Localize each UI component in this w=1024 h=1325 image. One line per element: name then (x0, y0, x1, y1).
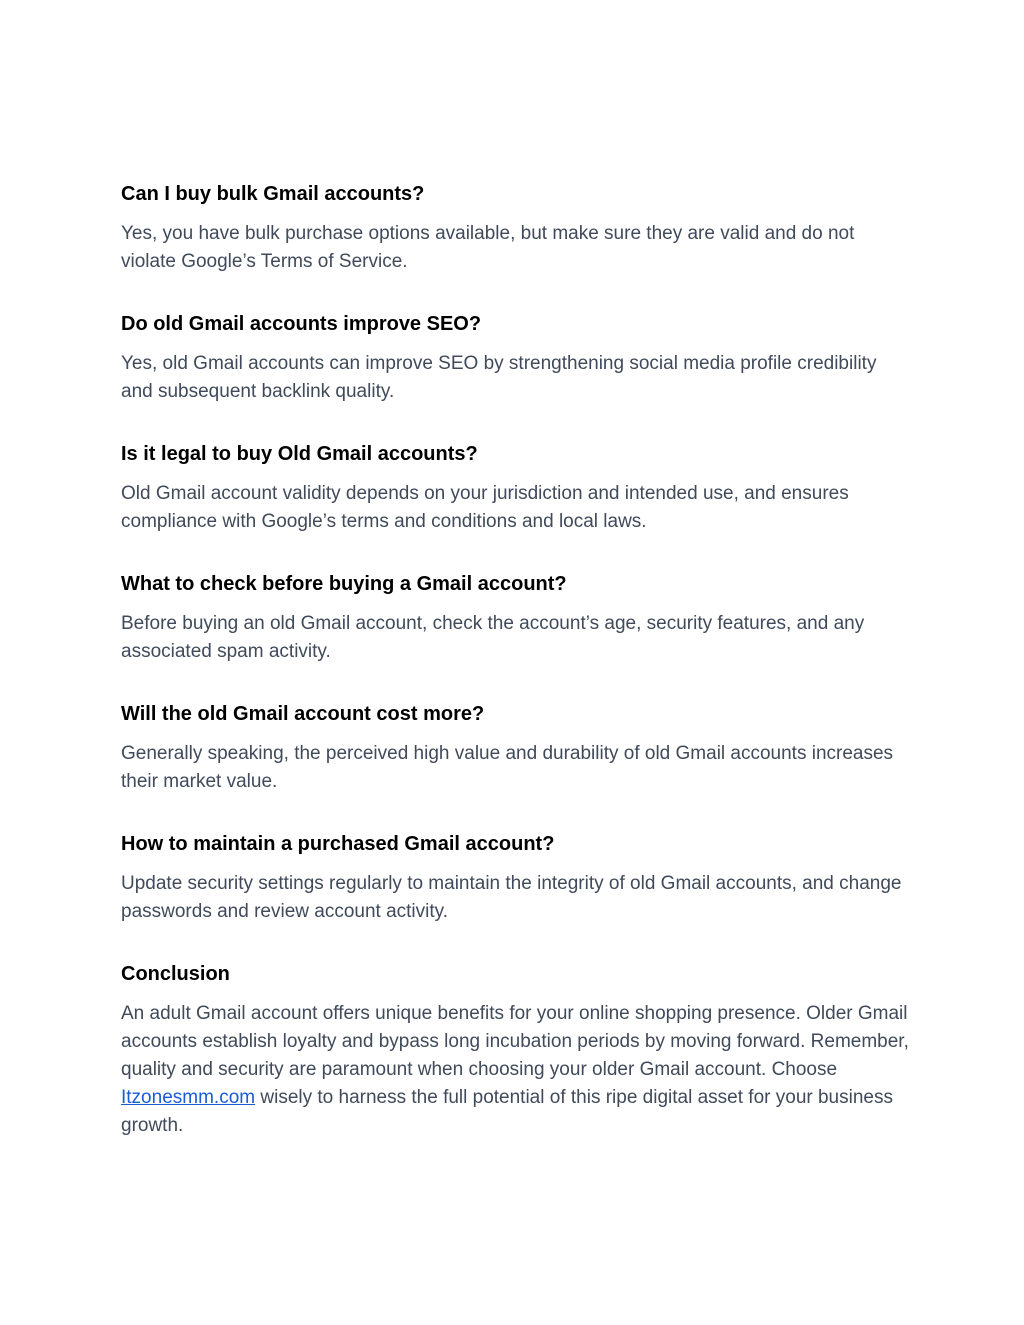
faq-item-bulk-accounts (121, 180, 911, 276)
conclusion-section (121, 960, 911, 1140)
conclusion-heading: Conclusion (121, 963, 230, 985)
faq-question: Will the old Gmail account cost more? (121, 703, 485, 725)
faq-answer: Update security settings regularly to maintain the integrity of old Gmail accounts, and change passwords and review account activity. (121, 873, 902, 922)
faq-question: Can I buy bulk Gmail accounts? (121, 183, 425, 205)
faq-answer: Yes, you have bulk purchase options available, but make sure they are valid and do not violate Google’s Terms of Service. (121, 223, 855, 272)
faq-item-maintenance (121, 830, 911, 926)
conclusion-text-end: wisely to harness the full potential of this ripe digital asset for your business growth. (121, 1087, 893, 1136)
faq-item-cost (121, 700, 911, 796)
faq-item-checklist (121, 570, 911, 666)
faq-item-legality (121, 440, 911, 536)
faq-item-seo (121, 310, 911, 406)
faq-answer: Yes, old Gmail accounts can improve SEO by strengthening social media profile credibility and subsequent backlink quality. (121, 353, 877, 402)
faq-question: Do old Gmail accounts improve SEO? (121, 313, 482, 335)
faq-question: Is it legal to buy Old Gmail accounts? (121, 443, 478, 465)
faq-answer: Generally speaking, the perceived high value and durability of old Gmail accounts increases their market value. (121, 743, 894, 792)
faq-question: What to check before buying a Gmail account? (121, 573, 567, 595)
faq-answer: Before buying an old Gmail account, check the account’s age, security features, and any associated spam activity. (121, 613, 865, 662)
faq-answer: Old Gmail account validity depends on your jurisdiction and intended use, and ensures compliance with Google’s terms and conditions and local laws. (121, 483, 849, 532)
itzonesmm-link[interactable]: Itzonesmm.com (121, 1087, 256, 1108)
conclusion-text-start: An adult Gmail account offers unique benefits for your online shopping presence. Older Gmail accounts establish loyalty and bypass long incubation periods by moving forward. Remember, quality and security are paramount when choosing your older Gmail account. Choose (121, 1003, 909, 1080)
conclusion-paragraph (121, 1000, 911, 1140)
document-page (121, 180, 911, 1174)
faq-question: How to maintain a purchased Gmail account? (121, 833, 555, 855)
